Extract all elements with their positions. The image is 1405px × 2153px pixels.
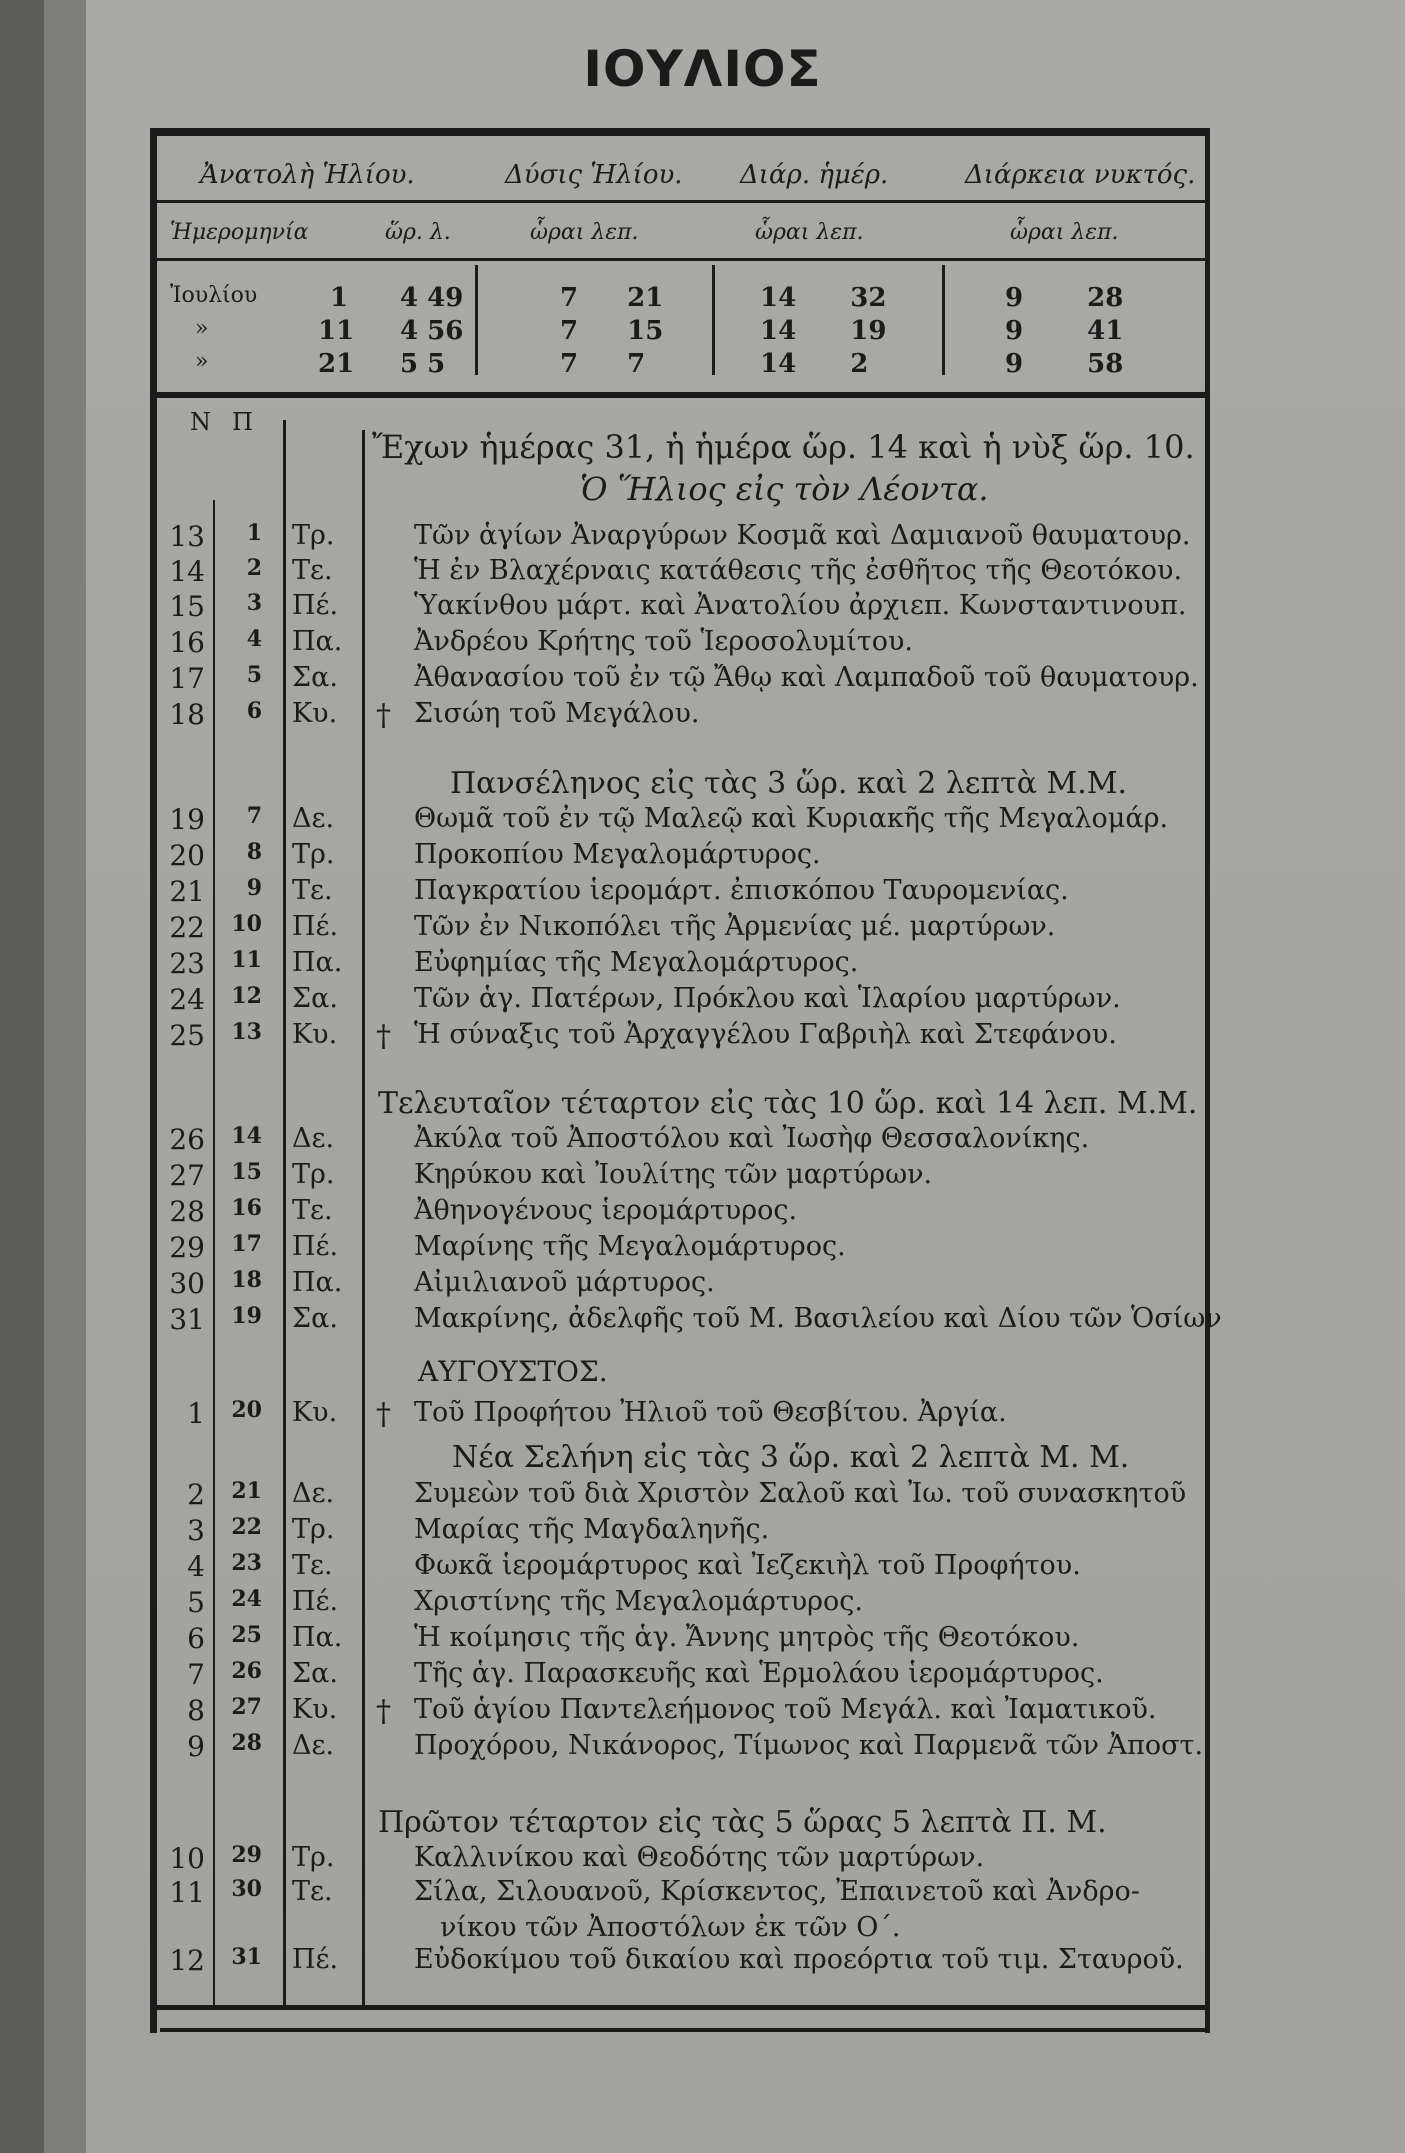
new-style-date: 1 xyxy=(187,1397,205,1430)
old-style-date: 1 xyxy=(246,520,262,546)
weekday: Σα. xyxy=(292,1303,338,1334)
table-top-rule xyxy=(150,128,1210,136)
day-row xyxy=(0,1694,1405,1732)
saint-commemoration: Φωκᾶ ἱερομάρτυρος καὶ Ἰεζεκιὴλ τοῦ Προφήτου. xyxy=(414,1550,1081,1581)
feast-cross-icon: † xyxy=(376,1694,391,1729)
new-style-date: 30 xyxy=(169,1267,205,1300)
saint-commemoration: Ἀθανασίου τοῦ ἐν τῷ Ἄθῳ καὶ Λαμπαδοῦ τοῦ θαυματουρ. xyxy=(414,662,1199,693)
day-row xyxy=(0,590,1405,628)
subheader-set: ὧραι λεπ. xyxy=(530,220,639,245)
new-style-date: 13 xyxy=(169,520,205,553)
new-style-date: 8 xyxy=(187,1694,205,1727)
old-style-date: 2 xyxy=(246,555,262,581)
day-row xyxy=(0,555,1405,593)
saint-commemoration: Ἀνδρέου Κρήτης τοῦ Ἱεροσολυμίτου. xyxy=(414,626,913,657)
weekday: Τε. xyxy=(292,875,333,906)
new-style-date: 14 xyxy=(169,555,205,588)
saint-commemoration-continued: νίκου τῶν Ἀποστόλων ἐκ τῶν Ο΄. xyxy=(440,1912,901,1943)
page-gutter-shadow xyxy=(44,0,86,2153)
saint-commemoration: Σίλα, Σιλουανοῦ, Κρίσκεντος, Ἐπαινετοῦ καὶ Ἀνδρο- xyxy=(414,1876,1140,1907)
old-style-date: 17 xyxy=(231,1231,262,1257)
old-style-date: 28 xyxy=(231,1730,262,1756)
old-style-date: 13 xyxy=(231,1019,262,1045)
sun-row-rise: 4 56 xyxy=(400,316,464,346)
saint-commemoration: Κηρύκου καὶ Ἰουλίτης τῶν μαρτύρων. xyxy=(414,1159,933,1190)
sun-row-daylen: 14 2 xyxy=(760,349,869,379)
saint-commemoration: Μαρίνης τῆς Μεγαλομάρτυρος. xyxy=(414,1231,846,1262)
new-style-date: 17 xyxy=(169,662,205,695)
sun-row-night: 9 41 xyxy=(1005,316,1124,346)
month-summary: Ἔχων ἡμέρας 31, ἡ ἡμέρα ὥρ. 14 καὶ ἡ νὺξ ὥρ. 10. xyxy=(372,428,1195,466)
weekday: Τε. xyxy=(292,555,333,586)
day-row xyxy=(0,1586,1405,1624)
day-row xyxy=(0,911,1405,949)
old-style-date: 23 xyxy=(231,1550,262,1576)
saint-commemoration: Τῶν ἐν Νικοπόλει τῆς Ἀρμενίας μέ. μαρτύρων. xyxy=(414,911,1056,942)
saint-commemoration: Αἰμιλιανοῦ μάρτυρος. xyxy=(414,1267,715,1298)
day-row xyxy=(0,839,1405,877)
weekday: Πέ. xyxy=(292,1944,339,1975)
old-style-date: 25 xyxy=(231,1622,262,1648)
old-style-date: 15 xyxy=(231,1159,262,1185)
feast-cross-icon: † xyxy=(376,1397,391,1432)
old-style-date: 22 xyxy=(231,1514,262,1540)
day-row xyxy=(0,875,1405,913)
saint-commemoration: Ἀθηνογένους ἱερομάρτυρος. xyxy=(414,1195,798,1226)
weekday: Τρ. xyxy=(292,839,335,870)
subheader-date: Ἡμερομηνία xyxy=(170,220,309,245)
day-row xyxy=(0,1622,1405,1660)
feast-cross-icon: † xyxy=(376,698,391,733)
old-style-date: 12 xyxy=(231,983,262,1009)
day-row xyxy=(0,1842,1405,1880)
day-row xyxy=(0,1658,1405,1696)
day-row xyxy=(0,698,1405,736)
old-style-date: 16 xyxy=(231,1195,262,1221)
weekday: Τε. xyxy=(292,1195,333,1226)
saint-commemoration: Τῶν ἁγίων Ἀναργύρων Κοσμᾶ καὶ Δαμιανοῦ θαυματουρ. xyxy=(414,520,1191,551)
saint-commemoration: Συμεὼν τοῦ διὰ Χριστὸν Σαλοῦ καὶ Ἰω. τοῦ συνασκητοῦ xyxy=(414,1478,1187,1509)
sun-row-day: 21 xyxy=(318,349,355,379)
header-sunrise: Ἀνατολὴ Ἡλίου. xyxy=(200,160,415,190)
day-row xyxy=(0,626,1405,664)
new-style-date: 27 xyxy=(169,1159,205,1192)
weekday: Κυ. xyxy=(292,1694,338,1725)
day-row xyxy=(0,1231,1405,1269)
new-style-date: 23 xyxy=(169,947,205,980)
weekday: Πέ. xyxy=(292,590,339,621)
day-row xyxy=(0,1123,1405,1161)
weekday: Δε. xyxy=(292,1478,335,1509)
saint-commemoration: Εὐδοκίμου τοῦ δικαίου καὶ προεόρτια τοῦ τιμ. Σταυροῦ. xyxy=(414,1944,1184,1975)
weekday: Τρ. xyxy=(292,1159,335,1190)
page-title: ΙΟΥΛΙΟΣ xyxy=(583,40,822,98)
old-style-date: 30 xyxy=(231,1876,262,1902)
saint-commemoration: Ἡ σύναξις τοῦ Ἀρχαγγέλου Γαβριὴλ καὶ Στεφάνου. xyxy=(414,1019,1117,1050)
subheader-daylen: ὧραι λεπ. xyxy=(755,220,864,245)
weekday: Τε. xyxy=(292,1876,333,1907)
sun-row-night: 9 58 xyxy=(1005,349,1124,379)
new-style-date: 24 xyxy=(169,983,205,1016)
saint-commemoration: Μακρίνης, ἀδελφῆς τοῦ Μ. Βασιλείου καὶ Δίου τῶν Ὁσίων xyxy=(414,1303,1222,1334)
new-style-date: 9 xyxy=(187,1730,205,1763)
sun-table-bottom-rule xyxy=(157,392,1205,398)
old-style-date: 31 xyxy=(231,1944,262,1970)
day-row xyxy=(0,520,1405,558)
weekday: Τρ. xyxy=(292,1842,335,1873)
day-row xyxy=(0,1159,1405,1197)
col-divider-2 xyxy=(712,265,715,375)
new-style-date: 11 xyxy=(169,1876,205,1909)
saint-commemoration: Προκοπίου Μεγαλομάρτυρος. xyxy=(414,839,821,870)
weekday: Κυ. xyxy=(292,1019,338,1050)
page-gutter xyxy=(0,0,44,2153)
day-row xyxy=(0,1944,1405,1982)
subheader-rise: ὥρ. λ. xyxy=(385,220,451,245)
new-style-date: 3 xyxy=(187,1514,205,1547)
weekday: Δε. xyxy=(292,803,335,834)
bottom-rule xyxy=(150,2005,1210,2010)
saint-commemoration: Ὑακίνθου μάρτ. καὶ Ἀνατολίου ἀρχιεπ. Κωνσταντινουπ. xyxy=(414,590,1187,621)
new-style-date: 12 xyxy=(169,1944,205,1977)
col-divider-3 xyxy=(942,265,945,375)
new-style-date: 29 xyxy=(169,1231,205,1264)
saint-commemoration: Τῶν ἁγ. Πατέρων, Πρόκλου καὶ Ἱλαρίου μαρτύρων. xyxy=(414,983,1121,1014)
weekday: Δε. xyxy=(292,1123,335,1154)
new-style-date: 18 xyxy=(169,698,205,731)
august-label: ΑΥΓΟΥΣΤΟΣ. xyxy=(418,1355,608,1388)
sun-row-label: » xyxy=(195,349,209,374)
day-row xyxy=(0,803,1405,841)
day-row xyxy=(0,1730,1405,1768)
day-row xyxy=(0,1303,1405,1341)
old-style-date: 29 xyxy=(231,1842,262,1868)
new-style-date: 25 xyxy=(169,1019,205,1052)
feast-cross-icon: † xyxy=(376,1019,391,1054)
weekday: Πέ. xyxy=(292,911,339,942)
old-style-date: 20 xyxy=(231,1397,262,1423)
new-style-date: 21 xyxy=(169,875,205,908)
saint-commemoration: Καλλινίκου καὶ Θεοδότης τῶν μαρτύρων. xyxy=(414,1842,985,1873)
old-style-date: 14 xyxy=(231,1123,262,1149)
new-style-date: 16 xyxy=(169,626,205,659)
day-row xyxy=(0,1550,1405,1588)
weekday: Σα. xyxy=(292,662,338,693)
column-header-n: Ν xyxy=(190,408,211,436)
moon-full-moon: Πανσέληνος εἰς τὰς 3 ὥρ. καὶ 2 λεπτὰ Μ.Μ. xyxy=(450,766,1128,801)
saint-commemoration: Τοῦ Προφήτου Ἠλιοῦ τοῦ Θεσβίτου. Ἀργία. xyxy=(414,1397,1007,1428)
old-style-date: 19 xyxy=(231,1303,262,1329)
new-style-date: 19 xyxy=(169,803,205,836)
bottom-rule-2 xyxy=(160,2028,1210,2032)
old-style-date: 27 xyxy=(231,1694,262,1720)
saint-commemoration: Μαρίας τῆς Μαγδαληνῆς. xyxy=(414,1514,770,1545)
weekday: Κυ. xyxy=(292,698,338,729)
new-style-date: 26 xyxy=(169,1123,205,1156)
sun-row-label: Ἰουλίου xyxy=(170,283,258,308)
new-style-date: 2 xyxy=(187,1478,205,1511)
moon-new-moon: Νέα Σελήνη εἰς τὰς 3 ὥρ. καὶ 2 λεπτὰ Μ. Μ. xyxy=(452,1440,1130,1475)
saint-commemoration: Σισώη τοῦ Μεγάλου. xyxy=(414,698,700,729)
old-style-date: 10 xyxy=(231,911,262,937)
old-style-date: 8 xyxy=(246,839,262,865)
old-style-date: 24 xyxy=(231,1586,262,1612)
saint-commemoration: Ἡ ἐν Βλαχέρναις κατάθεσις τῆς ἐσθῆτος τῆς Θεοτόκου. xyxy=(414,555,1183,586)
saint-commemoration: Εὐφημίας τῆς Μεγαλομάρτυρος. xyxy=(414,947,859,978)
weekday: Τρ. xyxy=(292,1514,335,1545)
column-header-p: Π xyxy=(232,408,253,436)
weekday: Πα. xyxy=(292,1622,343,1653)
old-style-date: 7 xyxy=(246,803,262,829)
col-divider-1 xyxy=(475,265,478,375)
saint-commemoration: Χριστίνης τῆς Μεγαλομάρτυρος. xyxy=(414,1586,863,1617)
new-style-date: 10 xyxy=(169,1842,205,1875)
sun-row-daylen: 14 19 xyxy=(760,316,887,346)
new-style-date: 28 xyxy=(169,1195,205,1228)
header-rule xyxy=(157,200,1205,203)
day-row xyxy=(0,1267,1405,1305)
new-style-date: 31 xyxy=(169,1303,205,1336)
old-style-date: 21 xyxy=(231,1478,262,1504)
subheader-rule xyxy=(157,258,1205,261)
day-row xyxy=(0,1195,1405,1233)
old-style-date: 26 xyxy=(231,1658,262,1684)
old-style-date: 6 xyxy=(246,698,262,724)
weekday: Σα. xyxy=(292,1658,338,1689)
new-style-date: 4 xyxy=(187,1550,205,1583)
day-row xyxy=(0,1019,1405,1057)
saint-commemoration: Θωμᾶ τοῦ ἐν τῷ Μαλεῷ καὶ Κυριακῆς τῆς Μεγαλομάρ. xyxy=(414,803,1169,834)
saint-commemoration: Ἡ κοίμησις τῆς ἁγ. Ἄννης μητρὸς τῆς Θεοτόκου. xyxy=(414,1622,1080,1653)
weekday: Δε. xyxy=(292,1730,335,1761)
weekday: Τρ. xyxy=(292,520,335,551)
day-row xyxy=(0,1876,1405,1943)
weekday: Πα. xyxy=(292,1267,343,1298)
weekday: Πέ. xyxy=(292,1231,339,1262)
weekday: Πέ. xyxy=(292,1586,339,1617)
day-row xyxy=(0,662,1405,700)
old-style-date: 18 xyxy=(231,1267,262,1293)
weekday: Κυ. xyxy=(292,1397,338,1428)
old-style-date: 5 xyxy=(246,662,262,688)
saint-commemoration: Τῆς ἁγ. Παρασκευῆς καὶ Ἑρμολάου ἱερομάρτυρος. xyxy=(414,1658,1104,1689)
day-row xyxy=(0,1514,1405,1552)
moon-first-quarter: Πρῶτον τέταρτον εἰς τὰς 5 ὥρας 5 λεπτὰ Π. Μ. xyxy=(378,1805,1107,1840)
sun-row-set: 7 21 xyxy=(560,283,664,313)
old-style-date: 9 xyxy=(246,875,262,901)
header-night-length: Διάρκεια νυκτός. xyxy=(965,160,1196,190)
sun-sign: Ὁ Ἥλιος εἰς τὸν Λέοντα. xyxy=(580,470,989,508)
sun-row-day: 11 xyxy=(318,316,355,346)
day-row xyxy=(0,947,1405,985)
day-row xyxy=(0,983,1405,1021)
new-style-date: 6 xyxy=(187,1622,205,1655)
sun-row-rise: 5 5 xyxy=(400,349,446,379)
weekday: Τε. xyxy=(292,1550,333,1581)
new-style-date: 7 xyxy=(187,1658,205,1691)
old-style-date: 4 xyxy=(246,626,262,652)
new-style-date: 5 xyxy=(187,1586,205,1619)
moon-last-quarter: Τελευταῖον τέταρτον εἰς τὰς 10 ὥρ. καὶ 14 λεπ. Μ.Μ. xyxy=(378,1086,1198,1121)
sun-row-set: 7 15 xyxy=(560,316,664,346)
new-style-date: 15 xyxy=(169,590,205,623)
weekday: Σα. xyxy=(292,983,338,1014)
header-sunset: Δύσις Ἡλίου. xyxy=(505,160,683,190)
day-row xyxy=(0,1478,1405,1516)
old-style-date: 11 xyxy=(231,947,262,973)
header-day-length: Διάρ. ἡμέρ. xyxy=(740,160,889,190)
sun-row-day: 1 xyxy=(330,283,349,313)
saint-commemoration: Παγκρατίου ἱερομάρτ. ἐπισκόπου Ταυρομενίας. xyxy=(414,875,1069,906)
saint-commemoration: Ἀκύλα τοῦ Ἀποστόλου καὶ Ἰωσὴφ Θεσσαλονίκης. xyxy=(414,1123,1090,1154)
weekday: Πα. xyxy=(292,947,343,978)
saint-commemoration: Τοῦ ἁγίου Παντελεήμονος τοῦ Μεγάλ. καὶ Ἰαματικοῦ. xyxy=(414,1694,1157,1725)
saint-commemoration: Προχόρου, Νικάνορος, Τίμωνος καὶ Παρμενᾶ τῶν Ἀποστ. xyxy=(414,1730,1204,1761)
sun-row-daylen: 14 32 xyxy=(760,283,887,313)
sun-row-rise: 4 49 xyxy=(400,283,464,313)
subheader-night: ὧραι λεπ. xyxy=(1010,220,1119,245)
sun-row-night: 9 28 xyxy=(1005,283,1124,313)
new-style-date: 22 xyxy=(169,911,205,944)
day-row xyxy=(0,1397,1405,1435)
old-style-date: 3 xyxy=(246,590,262,616)
weekday: Πα. xyxy=(292,626,343,657)
new-style-date: 20 xyxy=(169,839,205,872)
sun-row-set: 7 7 xyxy=(560,349,646,379)
sun-row-label: » xyxy=(195,316,209,341)
